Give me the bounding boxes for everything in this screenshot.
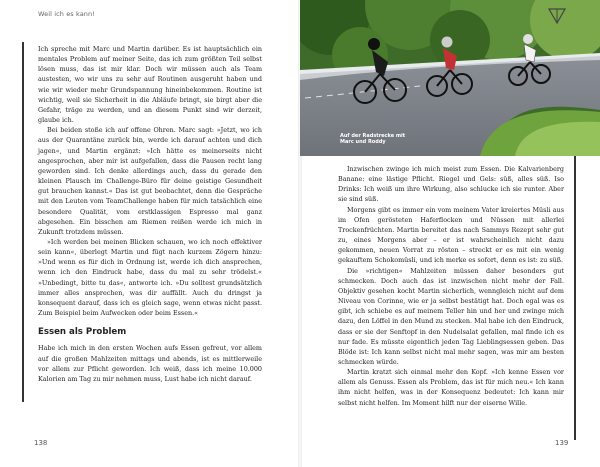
paragraph: Martin kratzt sich einmal mehr den Kopf. »Ich kenne Essen vor allem als Genuss. Essen als Problem, das ist für mich neu.« Ich kann ihm nicht helfen, was in der Konsequenz bedeutet: Ich kann mir selbst nicht helfen. Im Moment hilft nur der eiserne Wille. xyxy=(338,368,564,407)
paragraph: Morgens gibt es immer ein vom meinem Vater kreiertes Müsli aus im Ofen gerösteten Haferflocken und Nüssen mit allerlei Trockenfrüchten. Martin bereitet das nach Sammys Rezept sehr gut zu, eines Morgens aber – er ist wahrscheinlich nicht dazu gekommen, neuen Vorrat zu rösten – streckt er es mit ein wenig gekauftem Schokomüsli, und ich merke es sofort, denn es ist: zu süß. xyxy=(338,205,564,265)
right-text-column xyxy=(338,164,564,408)
paragraph: Die »richtigen« Mahlzeiten müssen daher besonders gut schmecken. Doch auch das ist inzwischen nicht mehr der Fall. Objektiv gesehen kocht Martin sicherlich, wenngleich nicht auf dem Niveau von Corinne, wie er ja selbst bestätigt hat. Doch egal was es gibt, ich schiebe es auf meinem Teller hin und her und zwinge mich dazu, den Löffel in den Mund zu stecken. Mal habe ich den Eindruck, dass er sie der Senftopf in den Nudelsalat gefallen, mal finde ich es nur fade. Es müsste eigentlich jeden Tag Lieblingsessen geben. Das Blöde ist: Ich kann selbst nicht mal mehr sagen, was mir am besten schmecken würde. xyxy=(338,266,564,366)
left-margin-bar xyxy=(22,42,24,402)
page-number-right: 139 xyxy=(555,439,569,447)
bookmark-icon xyxy=(548,8,566,24)
paragraph: Habe ich mich in den ersten Wochen aufs Essen gefreut, vor allem auf die großen Mahlzeiten mittags und abends, ist es mittlerweile vor allem zur Pflicht geworden. Ich weiß, dass ich meine 10.000 Kalorien am Tag zu mir nehmen muss, Lust habe ich nicht darauf. xyxy=(38,344,262,383)
page-number-left: 138 xyxy=(34,439,48,447)
paragraph: Bei beiden stoße ich auf offene Ohren. Marc sagt: »Jetzt, wo ich aus der Quarantäne zurück bin, werde ich darauf achten und dich jagen«, und Martin ergänzt: »Ich hätte es meinerseits nicht angesprochen, aber mir ist aufgefallen, dass die Pausen recht lang geworden sind. Ich denke allerdings auch, dass du gerade den kleinen Plausch im Challenge-Büro für deine geistige Gesundheit gut brauchen kannst.« Das ist gut beobachtet, denn die Gespräche mit den Leuten vom TeamChallenge haben für mich tatsächlich eine besondere Qualität, vom erstklassigen Espresso mal ganz abgesehen. Ein bisschen am Riemen reißen werde ich mich in Zukunft trotzdem müssen. xyxy=(38,126,262,236)
photo-caption: Auf der Radstrecke mit Marc und Roddy xyxy=(340,133,406,145)
section-heading: Essen als Problem xyxy=(38,327,127,338)
paragraph: Ich spreche mit Marc und Martin darüber. Es ist hauptsächlich ein mentales Problem auf meiner Seite, das ich zum größten Teil selbst lösen muss, das ist mir klar. Doch wir müssen auch als Team austesten, wo wir uns zu sehr auf Routinen ausgeruht haben und wie wir wieder mehr Grundspannung hineinbekommen. Routine ist wichtig, weil sie Sicherheit in die Abläufe bringt, sie birgt aber die Gefahr, träge zu werden, und an diesem Punkt sind wir derzeit, glaube ich. xyxy=(38,45,262,125)
left-text-column xyxy=(38,44,262,384)
running-header: Weil ich es kann! xyxy=(38,10,95,18)
paragraph: Inzwischen zwinge ich mich meist zum Essen. Die Kalvarienberg Banane: eine lästige Pflicht. Riegel und Gels: süß, alles süß. Iso Drinks: Ich weiß um ihre Wirkung, also schlucke ich sie runter. Aber sie sind süß. xyxy=(338,165,564,204)
paragraph: »Ich werden bei meinen Blicken schauen, wo ich noch effektiver sein kann«, überlegt Martin und fügt nach kurzem Zögern hinzu: »Und wenn es für dich in Ordnung ist, werde ich dich ansprechen, wenn ich den Eindruck habe, dass du mal zu sehr trödelst.« »Unbedingt, bitte tu das«, antworte ich. »Du solltest grundsätzlich immer alles ansprechen, was dir auffällt. Auch du dringst ja konsequent darauf, dass ich es gleich sage, wenn etwas nicht passt. Zum Beispiel beim Aufwecken oder beim Essen.« xyxy=(38,237,262,318)
